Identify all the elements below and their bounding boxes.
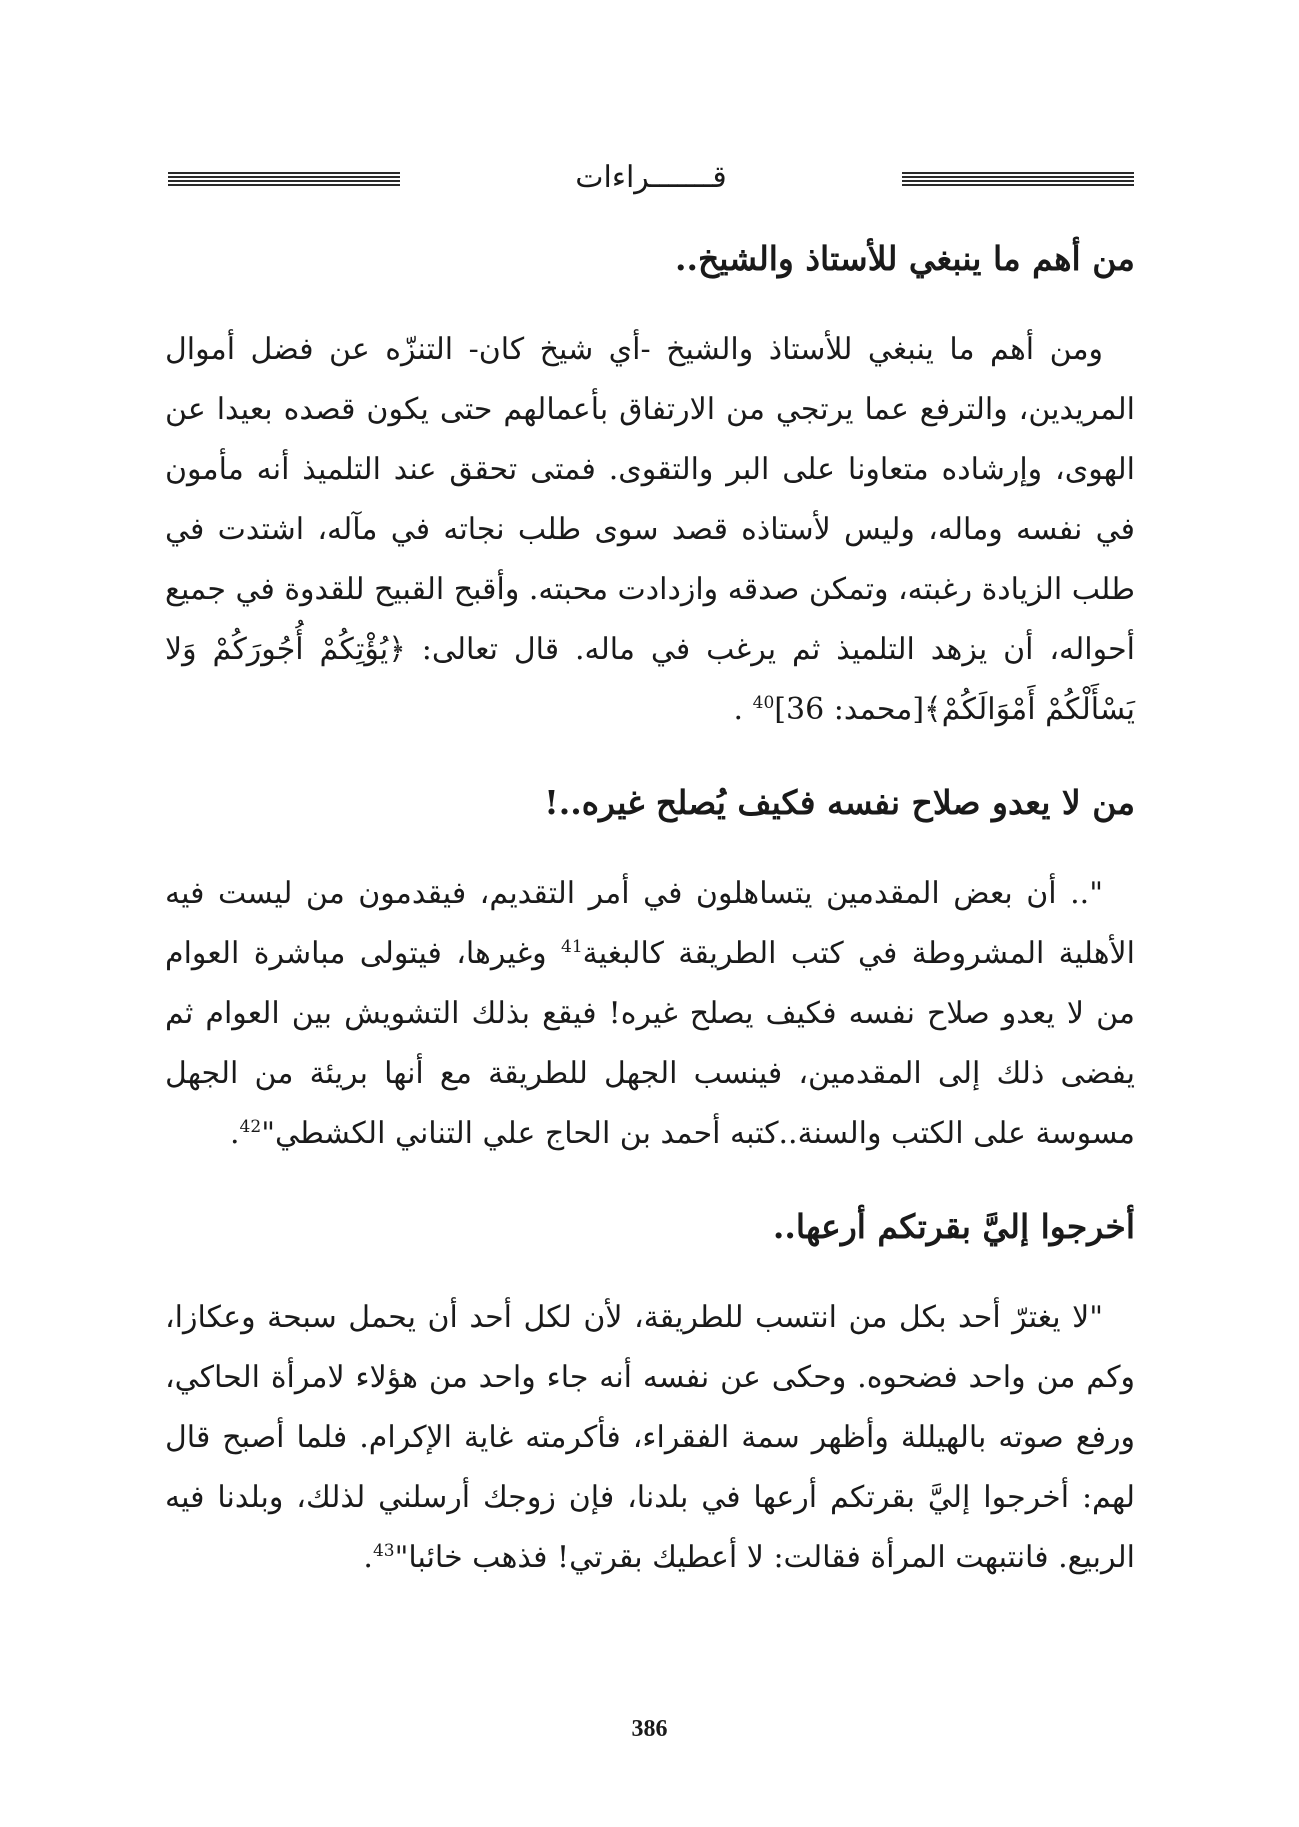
paragraph-text: ".. أن بعض المقدمين يتساهلون في أمر التقديم، فيقدمون من ليست فيه الأهلية المشروطة في كتب الطريقة كالبغية — [165, 876, 1135, 971]
paragraph-tail: . — [733, 692, 753, 727]
paragraph-tail: . — [363, 1540, 373, 1575]
running-header — [168, 160, 1134, 200]
paragraph-text: وغيرها، فيتولى مباشرة العوام من لا يعدو صلاح نفسه فكيف يصلح غيره! فيقع بذلك التشويش بين العوام ثم يفضى ذلك إلى المقدمين، فينسب الجهل للطريقة مع أنها بريئة من الجهل مسوسة على الكتب والسنة..كتبه أحمد بن الحاج علي التناني الكشطي" — [165, 936, 1135, 1151]
page-content — [165, 236, 1135, 1628]
footnote-ref-40: 40 — [752, 693, 775, 713]
footnote-ref-43: 43 — [372, 1541, 395, 1561]
section-paragraph-3 — [165, 1288, 1135, 1588]
section-paragraph-1 — [165, 320, 1135, 740]
running-header-title: قـــــــراءات — [575, 160, 727, 195]
paragraph-tail: . — [230, 1116, 240, 1151]
footnote-ref-41: 41 — [561, 937, 583, 957]
section-heading-2: من لا يعدو صلاح نفسه فكيف يُصلح غيره..! — [544, 783, 1135, 822]
paragraph-text: ومن أهم ما ينبغي للأستاذ والشيخ -أي شيخ كان- التنزّه عن فضل أموال المريدين، والترفع عما يرتجي من الارتفاق بأعمالهم حتى يكون قصده بعيدا عن الهوى، وإرشاده متعاونا على البر والتقوى. فمتى تحقق عند التلميذ أنه مأمون في نفسه وماله، وليس لأستاذه قصد سوى طلب نجاته في مآله، اشتدت في طلب الزيادة رغبته، وتمكن صدقه وازدادت محبته. وأقبح القبيح للقدوة في جميع أحواله، أن يزهد التلميذ ثم يرغب في ماله. قال تعالى: ﴿يُؤْتِكُمْ أُجُورَكُمْ وَلا يَسْأَلْكُمْ أَمْوَالَكُمْ﴾[محمد: 36] — [165, 332, 1135, 727]
section-heading-1: من أهم ما ينبغي للأستاذ والشيخ.. — [675, 239, 1135, 278]
header-rule-right — [902, 172, 1134, 186]
footnote-ref-42: 42 — [239, 1117, 262, 1137]
section-heading-3: أخرجوا إليَّ بقرتكم أرعها.. — [772, 1207, 1135, 1246]
page-number: 386 — [631, 1716, 668, 1742]
paragraph-text: "لا يغترّ أحد بكل من انتسب للطريقة، لأن لكل أحد أن يحمل سبحة وعكازا، وكم من واحد فضحوه. وحكى عن نفسه أنه جاء واحد من هؤلاء لامرأة الحاكي، ورفع صوته بالهيللة وأظهر سمة الفقراء، فأكرمته غاية الإكرام. فلما أصبح قال لهم: أخرجوا إليَّ بقرتكم أرعها في بلدنا، فإن زوجك أرسلني لذلك، وبلدنا فيه الربيع. فانتبهت المرأة فقالت: لا أعطيك بقرتي! فذهب خائبا" — [165, 1300, 1135, 1575]
section-paragraph-2 — [165, 864, 1135, 1164]
